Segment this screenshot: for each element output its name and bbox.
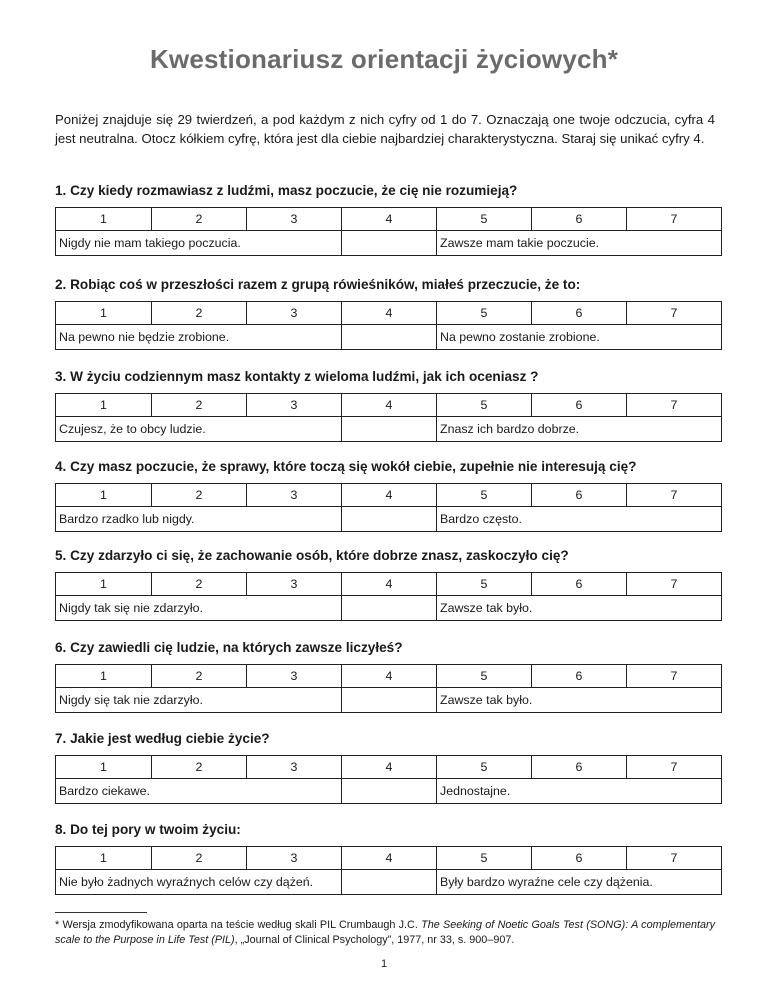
scale-neutral-cell [342, 596, 437, 621]
scale-left-label: Nigdy tak się nie zdarzyło. [56, 596, 342, 621]
scale-option-5[interactable]: 5 [437, 573, 532, 596]
rating-scale [55, 846, 722, 895]
scale-option-4[interactable]: 4 [342, 302, 437, 325]
rating-scale [55, 301, 722, 350]
scale-option-2[interactable]: 2 [152, 665, 247, 688]
scale-option-2[interactable]: 2 [152, 394, 247, 417]
scale-option-6[interactable]: 6 [532, 847, 627, 870]
rating-scale [55, 664, 722, 713]
scale-neutral-cell [342, 688, 437, 713]
scale-option-1[interactable]: 1 [56, 394, 152, 417]
scale-option-1[interactable]: 1 [56, 302, 152, 325]
scale-option-7[interactable]: 7 [627, 394, 722, 417]
scale-option-7[interactable]: 7 [627, 302, 722, 325]
scale-option-2[interactable]: 2 [152, 208, 247, 231]
scale-option-1[interactable]: 1 [56, 484, 152, 507]
question-text: 1. Czy kiedy rozmawiasz z ludźmi, masz poczucie, że cię nie rozumieją? [55, 183, 518, 198]
scale-option-4[interactable]: 4 [342, 573, 437, 596]
scale-option-1[interactable]: 1 [56, 847, 152, 870]
scale-left-label: Nigdy nie mam takiego poczucia. [56, 231, 342, 256]
scale-option-4[interactable]: 4 [342, 756, 437, 779]
scale-option-7[interactable]: 7 [627, 208, 722, 231]
question-text: 6. Czy zawiedli cię ludzie, na których zawsze liczyłeś? [55, 640, 403, 655]
scale-option-4[interactable]: 4 [342, 665, 437, 688]
footnote-title: The Seeking of Noetic Goals Test (SONG): A complementary scale to the Purpose in Life Test (PIL) [55, 919, 715, 946]
rating-scale [55, 207, 722, 256]
scale-option-7[interactable]: 7 [627, 573, 722, 596]
scale-option-2[interactable]: 2 [152, 756, 247, 779]
question-6 [55, 640, 713, 713]
scale-option-1[interactable]: 1 [56, 665, 152, 688]
footnote-lead: * Wersja zmodyfikowana oparta na teście według skali PIL Crumbaugh J.C. [55, 919, 422, 931]
scale-neutral-cell [342, 325, 437, 350]
question-7 [55, 731, 713, 804]
scale-option-5[interactable]: 5 [437, 302, 532, 325]
rating-scale [55, 755, 722, 804]
scale-option-6[interactable]: 6 [532, 208, 627, 231]
scale-right-label: Zawsze mam takie poczucie. [437, 231, 722, 256]
rating-scale [55, 393, 722, 442]
question-1 [55, 183, 713, 256]
scale-option-3[interactable]: 3 [247, 394, 342, 417]
scale-option-3[interactable]: 3 [247, 302, 342, 325]
scale-left-label: Na pewno nie będzie zrobione. [56, 325, 342, 350]
question-text: 7. Jakie jest według ciebie życie? [55, 731, 270, 746]
scale-left-label: Bardzo ciekawe. [56, 779, 342, 804]
scale-option-6[interactable]: 6 [532, 302, 627, 325]
scale-option-5[interactable]: 5 [437, 847, 532, 870]
scale-right-label: Bardzo często. [437, 507, 722, 532]
instructions: Poniżej znajduje się 29 twierdzeń, a pod każdym z nich cyfry od 1 do 7. Oznaczają one twoje odczucia, cyfra 4 jest neutralna. Otocz kółkiem cyfrę, która jest dla ciebie najbardziej charakterystyczna. Staraj się unikać cyfry 4. [55, 112, 715, 146]
page-title: Kwestionariusz orientacji życiowych* [149, 44, 619, 74]
scale-option-2[interactable]: 2 [152, 573, 247, 596]
scale-neutral-cell [342, 779, 437, 804]
scale-option-7[interactable]: 7 [627, 484, 722, 507]
scale-neutral-cell [342, 231, 437, 256]
question-3 [55, 369, 713, 442]
scale-option-6[interactable]: 6 [532, 573, 627, 596]
scale-left-label: Bardzo rzadko lub nigdy. [56, 507, 342, 532]
scale-option-6[interactable]: 6 [532, 665, 627, 688]
scale-neutral-cell [342, 417, 437, 442]
scale-left-label: Czujesz, że to obcy ludzie. [56, 417, 342, 442]
scale-right-label: Były bardzo wyraźne cele czy dążenia. [437, 870, 722, 895]
scale-option-3[interactable]: 3 [247, 665, 342, 688]
scale-left-label: Nie było żadnych wyraźnych celów czy dążeń. [56, 870, 342, 895]
question-5 [55, 548, 713, 621]
scale-right-label: Znasz ich bardzo dobrze. [437, 417, 722, 442]
scale-option-2[interactable]: 2 [152, 484, 247, 507]
scale-option-5[interactable]: 5 [437, 208, 532, 231]
scale-option-1[interactable]: 1 [56, 208, 152, 231]
page-number: 1 [380, 958, 388, 970]
scale-right-label: Zawsze tak było. [437, 596, 722, 621]
scale-option-4[interactable]: 4 [342, 394, 437, 417]
scale-option-3[interactable]: 3 [247, 756, 342, 779]
scale-option-5[interactable]: 5 [437, 756, 532, 779]
scale-right-label: Jednostajne. [437, 779, 722, 804]
footnote-tail: , „Journal of Clinical Psychology”, 1977, nr 33, s. 900–907. [234, 934, 515, 946]
scale-option-2[interactable]: 2 [152, 302, 247, 325]
scale-right-label: Zawsze tak było. [437, 688, 722, 713]
scale-option-5[interactable]: 5 [437, 665, 532, 688]
question-text: 2. Robiąc coś w przeszłości razem z grupą rówieśników, miałeś przeczucie, że to: [55, 277, 581, 292]
scale-option-6[interactable]: 6 [532, 484, 627, 507]
rating-scale [55, 483, 722, 532]
scale-option-1[interactable]: 1 [56, 756, 152, 779]
scale-option-6[interactable]: 6 [532, 394, 627, 417]
scale-left-label: Nigdy się tak nie zdarzyło. [56, 688, 342, 713]
scale-option-3[interactable]: 3 [247, 208, 342, 231]
rating-scale [55, 572, 722, 621]
question-2 [55, 277, 713, 350]
scale-option-4[interactable]: 4 [342, 847, 437, 870]
scale-option-3[interactable]: 3 [247, 484, 342, 507]
question-text: 5. Czy zdarzyło ci się, że zachowanie osób, które dobrze znasz, zaskoczyło cię? [55, 548, 569, 563]
scale-option-2[interactable]: 2 [152, 847, 247, 870]
question-text: 8. Do tej pory w twoim życiu: [55, 822, 241, 837]
scale-option-5[interactable]: 5 [437, 484, 532, 507]
question-4 [55, 459, 713, 532]
scale-option-3[interactable]: 3 [247, 573, 342, 596]
scale-option-7[interactable]: 7 [627, 665, 722, 688]
question-8 [55, 822, 713, 895]
footnote [55, 918, 715, 948]
scale-option-7[interactable]: 7 [627, 756, 722, 779]
scale-option-1[interactable]: 1 [56, 573, 152, 596]
scale-right-label: Na pewno zostanie zrobione. [437, 325, 722, 350]
question-text: 4. Czy masz poczucie, że sprawy, które toczą się wokół ciebie, zupełnie nie interesują cię? [55, 459, 637, 474]
scale-option-3[interactable]: 3 [247, 847, 342, 870]
footnote-divider [55, 912, 147, 913]
scale-neutral-cell [342, 507, 437, 532]
scale-option-5[interactable]: 5 [437, 394, 532, 417]
question-text: 3. W życiu codziennym masz kontakty z wieloma ludźmi, jak ich oceniasz ? [55, 369, 539, 384]
scale-option-6[interactable]: 6 [532, 756, 627, 779]
scale-neutral-cell [342, 870, 437, 895]
scale-option-7[interactable]: 7 [627, 847, 722, 870]
scale-option-4[interactable]: 4 [342, 208, 437, 231]
scale-option-4[interactable]: 4 [342, 484, 437, 507]
